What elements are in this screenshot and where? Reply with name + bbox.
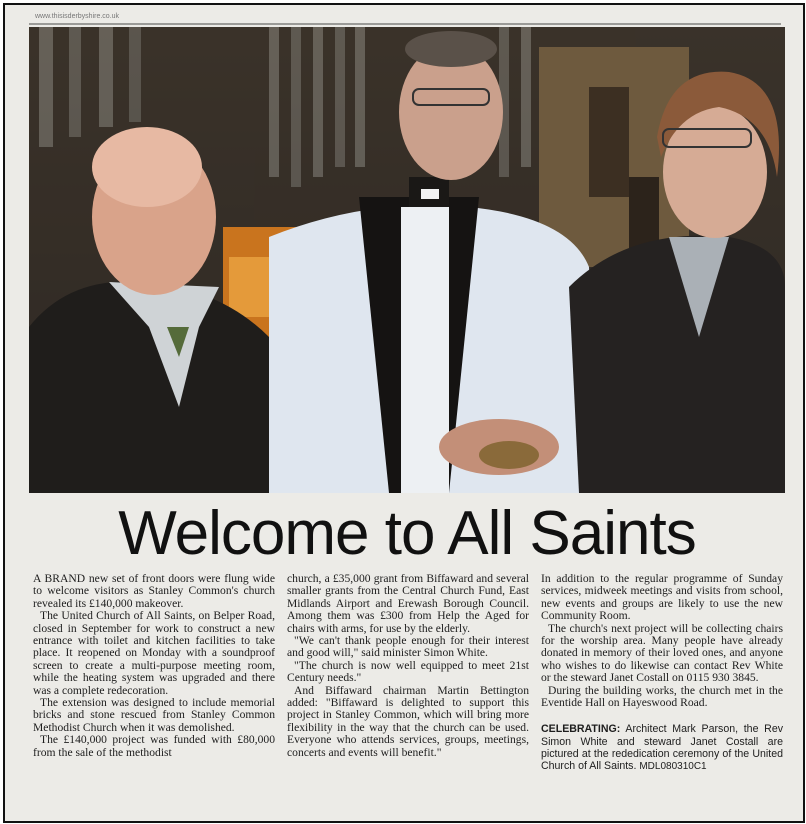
paragraph: The church's next project will be collecting chairs for the worship area. Many people have already donated in memory of their loved ones, and anyone who wishes to do likewise can contact Rev White or the steward Janet Costall on 0115 930 3845. xyxy=(541,621,783,685)
paragraph: A BRAND new set of front doors were flung wide to welcome visitors as Stanley Common's church revealed its £140,000 makeover. xyxy=(33,573,275,610)
paragraph: In addition to the regular programme of Sunday services, midweek meetings and visits from school, new events and groups are likely to use the new Community Room. xyxy=(541,573,783,623)
source-url: www.thisisderbyshire.co.uk xyxy=(35,13,120,20)
paragraph: During the building works, the church met in the Eventide Hall on Hayeswood Road. xyxy=(541,683,783,710)
photo-reference: MDL080310C1 xyxy=(639,761,707,773)
column-1 xyxy=(33,573,275,813)
headline: Welcome to All Saints xyxy=(118,498,696,568)
article-body xyxy=(33,573,783,813)
paragraph: And Biffaward chairman Martin Bettington added: "Biffaward is delighted to support this project in Stanley Common, which will bring more flexibility in the way that the church can be used. Everyone who attends services, groups, meetings, concerts and events will benefit." xyxy=(287,683,529,759)
caption-label: CELEBRATING: xyxy=(541,723,621,736)
paragraph: "The church is now well equipped to meet 21st Century needs." xyxy=(287,658,529,685)
paragraph: The United Church of All Saints, on Belper Road, closed in September for work to construct a new entrance with toilet and kitchen facilities to take place. It reopened on Monday with a soundproof screen to create a multi-purpose meeting room, while the heating system was upgraded and there was a complete redecoration. xyxy=(33,609,275,697)
photograph-icon xyxy=(29,27,785,493)
photo-caption xyxy=(541,723,783,773)
column-2 xyxy=(287,573,529,813)
paragraph: "We can't thank people enough for their interest and good will," said minister Simon White. xyxy=(287,634,529,660)
caption-text: Architect Mark Parson, the Rev Simon White and steward Janet Costall are pictured at the rededication ceremony of the United Church of All Saints. xyxy=(541,723,783,773)
column-3 xyxy=(541,573,783,813)
paragraph: church, a £35,000 grant from Biffaward and several smaller grants from the Central Church Fund, East Midlands Airport and Erewash Borough Council. Among them was £300 from Help the Aged for chairs with arms, for use by the elderly. xyxy=(287,573,529,635)
paragraph: The extension was designed to include memorial bricks and stone rescued from Stanley Common Methodist Church when it was demolished. xyxy=(33,696,275,734)
paragraph: The £140,000 project was funded with £80,000 from the sale of the methodist xyxy=(33,733,275,759)
article-photo xyxy=(29,27,785,493)
newspaper-clipping xyxy=(3,3,805,823)
top-rule xyxy=(29,23,781,25)
